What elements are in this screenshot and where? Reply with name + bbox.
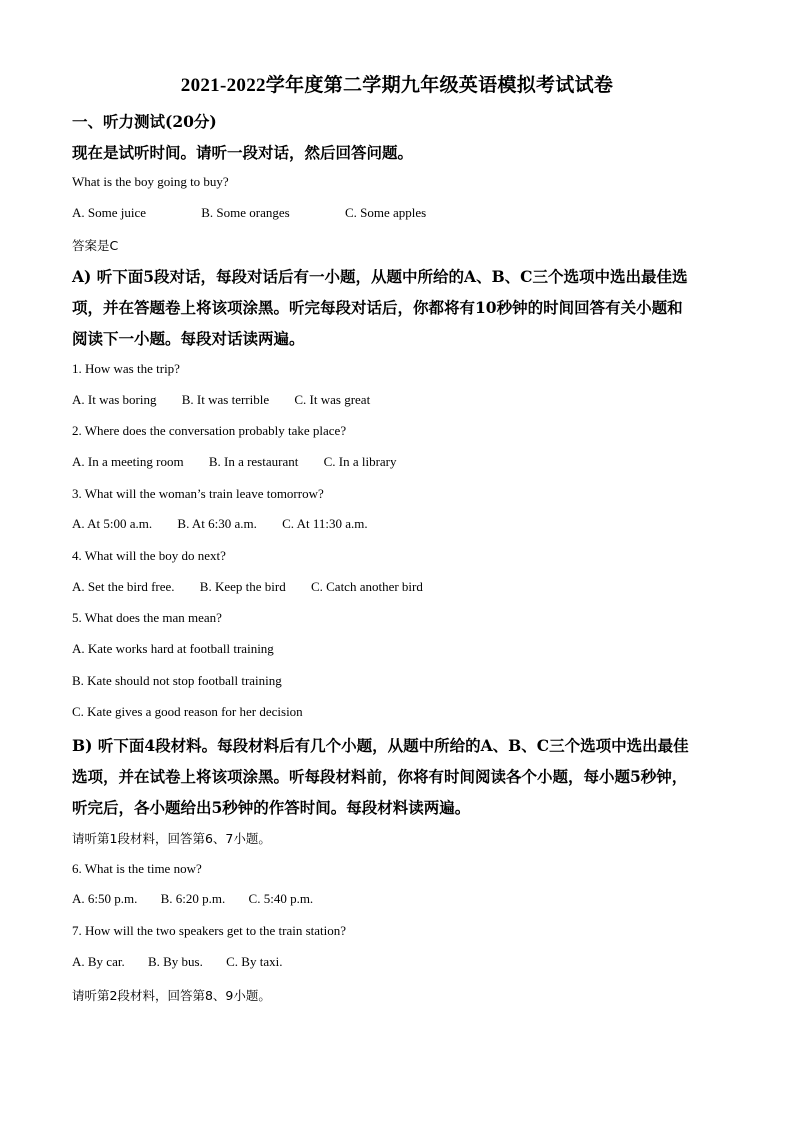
question-7-options (72, 954, 282, 970)
question-6-options (72, 891, 313, 907)
trial-options (72, 205, 426, 221)
q1-option-c: C. It was great (294, 392, 371, 407)
trial-instruction: 现在是试听时间。请听一段对话，然后回答问题。 (72, 143, 414, 162)
material-1-note: 请听第1段材料，回答第6、7小题。 (72, 831, 271, 846)
question-7: 7. How will the two speakers get to the train station? (72, 923, 347, 938)
question-2-options (72, 454, 397, 470)
q5-option-b: B. Kate should not stop football training (72, 673, 282, 688)
q6-option-a: A. 6:50 p.m. (72, 891, 138, 906)
material-2-note: 请听第2段材料，回答第8、9小题。 (72, 988, 271, 1003)
question-3: 3. What will the woman’s train leave tomorrow? (72, 486, 324, 501)
question-3-options (72, 516, 368, 532)
q1-option-a: A. It was boring (72, 392, 157, 407)
trial-question: What is the boy going to buy? (72, 174, 229, 189)
trial-option-a: A. Some juice (72, 205, 147, 220)
question-4: 4. What will the boy do next? (72, 548, 226, 563)
part-b-instruction-line-3: 听完后，各小题给出5秒钟的作答时间。每段材料读两遍。 (72, 798, 471, 817)
question-1: 1. How was the trip? (72, 361, 180, 376)
q4-option-b: B. Keep the bird (199, 579, 286, 594)
trial-answer: 答案是C (72, 238, 119, 253)
part-a-instruction-line-1: A) 听下面5段对话，每段对话后有一小题，从题中所给的A、B、C三个选项中选出最佳选 (72, 267, 688, 286)
q6-option-c: C. 5:40 p.m. (248, 891, 314, 906)
q3-option-b: B. At 6:30 a.m. (177, 516, 257, 531)
q3-option-a: A. At 5:00 a.m. (72, 516, 153, 531)
q3-option-c: C. At 11:30 a.m. (282, 516, 368, 531)
q6-option-b: B. 6:20 p.m. (160, 891, 226, 906)
trial-option-c: C. Some apples (344, 205, 427, 220)
q7-option-c: C. By taxi. (226, 954, 283, 969)
q1-option-b: B. It was terrible (181, 392, 270, 407)
exam-title: 2021-2022学年度第二学期九年级英语模拟考试试卷 (180, 75, 614, 96)
q2-option-a: A. In a meeting room (72, 454, 184, 469)
q4-option-c: C. Catch another bird (310, 579, 423, 594)
question-1-options (72, 392, 370, 408)
section-heading-listening: 一、听力测试(20分) (72, 112, 217, 131)
question-4-options (72, 579, 423, 595)
part-b-instruction-line-2: 选项，并在试卷上将该项涂黑。听每段材料前，你将有时间阅读各个小题，每小题5秒钟， (72, 767, 688, 786)
question-5: 5. What does the man mean? (72, 610, 222, 625)
q7-option-b: B. By bus. (147, 954, 203, 969)
question-6: 6. What is the time now? (72, 861, 202, 876)
question-2: 2. Where does the conversation probably take place? (72, 423, 347, 438)
q2-option-c: C. In a library (323, 454, 397, 469)
part-a-instruction-line-2: 项，并在答题卷上将该项涂黑。听完每段对话后，你都将有10秒钟的时间回答有关小题和 (72, 298, 683, 317)
q5-option-c: C. Kate gives a good reason for her decision (72, 704, 303, 719)
trial-option-b: B. Some oranges (201, 205, 290, 220)
part-a-instruction-line-3: 阅读下一小题。每段对话读两遍。 (72, 329, 305, 348)
part-b-instruction-line-1: B) 听下面4段材料。每段材料后有几个小题，从题中所给的A、B、C三个选项中选出最佳 (72, 736, 689, 755)
q4-option-a: A. Set the bird free. (72, 579, 175, 594)
q2-option-b: B. In a restaurant (208, 454, 299, 469)
q7-option-a: A. By car. (72, 954, 125, 969)
q5-option-a: A. Kate works hard at football training (72, 641, 274, 656)
